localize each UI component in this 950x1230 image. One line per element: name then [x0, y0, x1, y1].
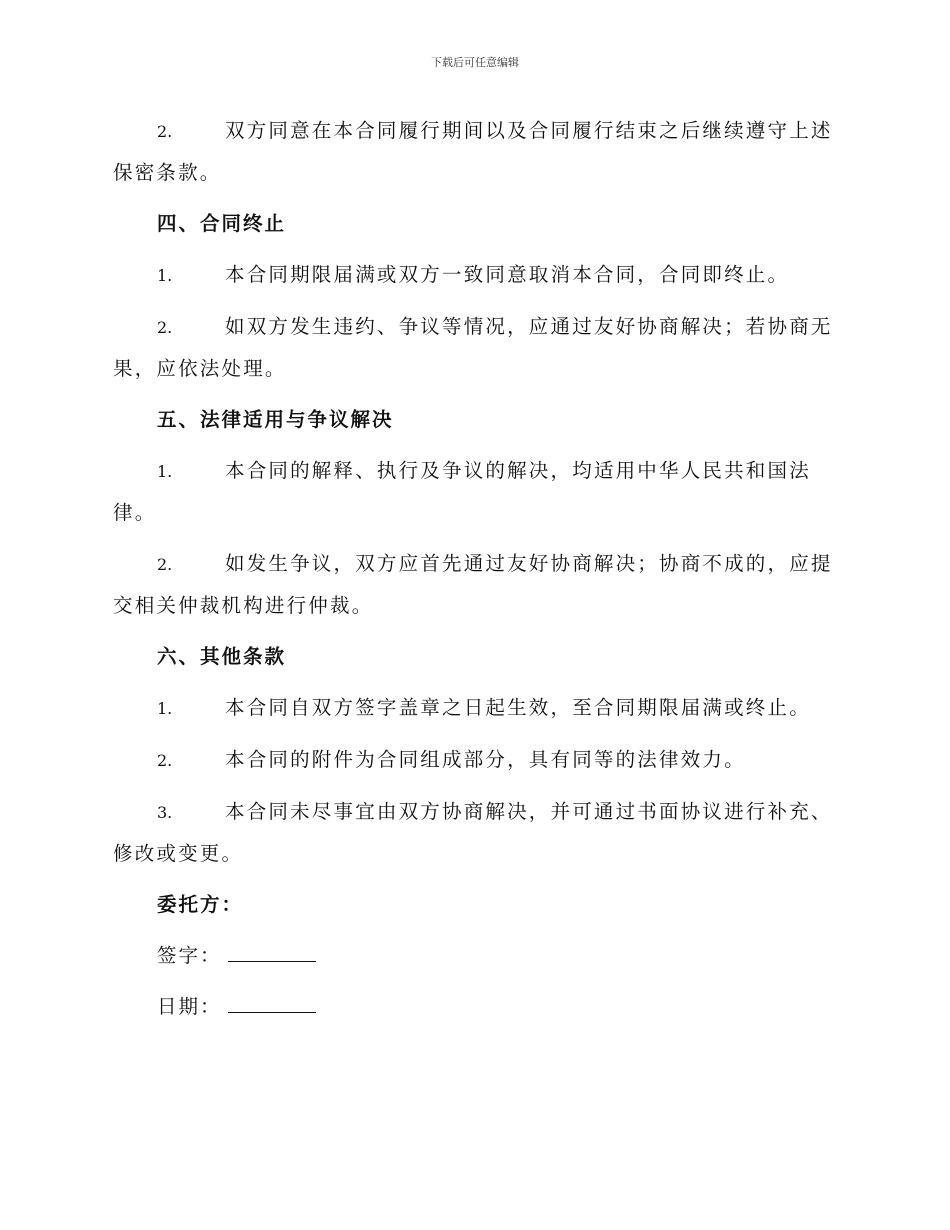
- contract-body: [113, 110, 833, 1037]
- date-blank: [228, 990, 316, 1013]
- date-label: 日期：: [157, 995, 222, 1018]
- clause-other-2: [113, 739, 833, 781]
- clause-text: 本合同期限届满或双方一致同意取消本合同，合同即终止。: [225, 263, 790, 286]
- clause-number: 1.: [157, 462, 173, 481]
- clause-number: 3.: [157, 803, 173, 822]
- clause-text: 本合同的附件为合同组成部分，具有同等的法律效力。: [225, 748, 746, 771]
- clause-law-2: [113, 543, 833, 626]
- signature-line: [113, 935, 833, 976]
- signature-blank: [228, 939, 316, 962]
- clause-number: 2.: [157, 122, 173, 141]
- party-label: 委托方：: [157, 893, 244, 916]
- section-heading-law: 五、法律适用与争议解决: [157, 408, 394, 431]
- clause-other-1: [113, 687, 833, 729]
- clause-termination-1: [113, 254, 833, 296]
- clause-number: 2.: [157, 555, 173, 574]
- clause-text: 如双方发生违约、争议等情况，应通过友好协商解决；若协商无果，应依法处理。: [113, 315, 833, 380]
- clause-text: 双方同意在本合同履行期间以及合同履行结束之后继续遵守上述保密条款。: [113, 119, 833, 184]
- clause-termination-2: [113, 306, 833, 389]
- clause-confidential-2: [113, 110, 833, 193]
- clause-number: 2.: [157, 318, 173, 337]
- date-line: [113, 986, 833, 1027]
- signature-label: 签字：: [157, 944, 222, 967]
- section-heading-other: 六、其他条款: [157, 645, 287, 668]
- clause-text: 本合同的解释、执行及争议的解决，均适用中华人民共和国法律。: [113, 459, 811, 524]
- clause-text: 本合同自双方签字盖章之日起生效，至合同期限届满或终止。: [225, 696, 811, 719]
- clause-number: 2.: [157, 751, 173, 770]
- clause-text: 如发生争议，双方应首先通过友好协商解决；协商不成的，应提交相关仲裁机构进行仲裁。: [113, 552, 833, 617]
- clause-other-3: [113, 791, 833, 874]
- section-heading-termination: 四、合同终止: [157, 212, 287, 235]
- page-header: 下载后可任意编辑: [431, 56, 519, 69]
- clause-text: 本合同未尽事宜由双方协商解决，并可通过书面协议进行补充、修改或变更。: [113, 800, 833, 865]
- clause-number: 1.: [157, 266, 173, 285]
- clause-number: 1.: [157, 699, 173, 718]
- clause-law-1: [113, 450, 833, 533]
